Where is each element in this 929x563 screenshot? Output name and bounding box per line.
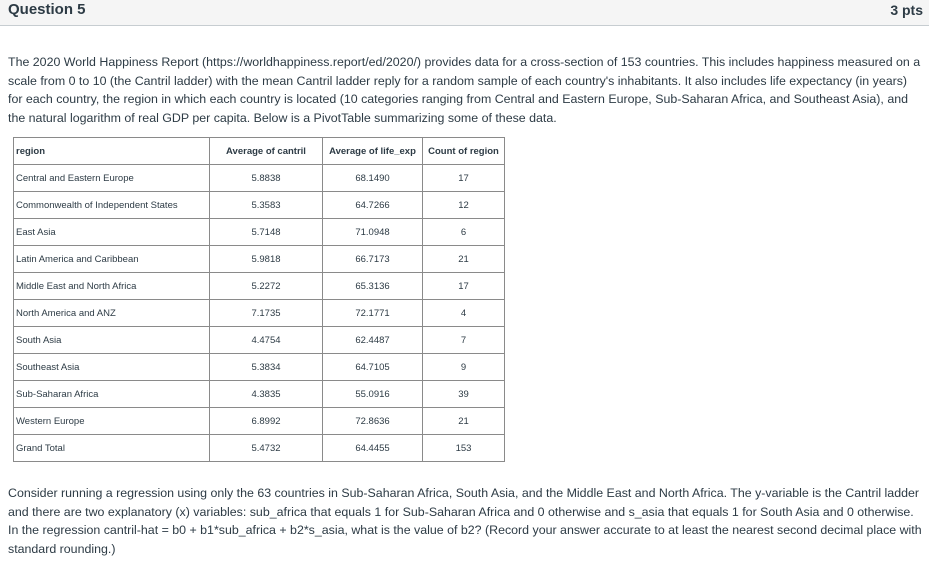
pivot-table xyxy=(13,137,505,462)
table-row xyxy=(14,219,505,246)
cell-avg-life-exp: 72.1771 xyxy=(323,300,423,327)
cell-avg-life-exp: 66.7173 xyxy=(323,246,423,273)
header-avg-cantril: Average of cantril xyxy=(210,138,323,165)
cell-region: Grand Total xyxy=(14,435,210,462)
cell-region: Latin America and Caribbean xyxy=(14,246,210,273)
cell-avg-cantril: 5.3834 xyxy=(210,354,323,381)
cell-region: Sub-Saharan Africa xyxy=(14,381,210,408)
cell-avg-cantril: 5.8838 xyxy=(210,165,323,192)
cell-avg-life-exp: 55.0916 xyxy=(323,381,423,408)
table-row xyxy=(14,246,505,273)
cell-region: South Asia xyxy=(14,327,210,354)
cell-count-region: 17 xyxy=(423,165,505,192)
cell-avg-life-exp: 65.3136 xyxy=(323,273,423,300)
cell-region: Middle East and North Africa xyxy=(14,273,210,300)
cell-avg-life-exp: 64.4455 xyxy=(323,435,423,462)
cell-count-region: 153 xyxy=(423,435,505,462)
table-row xyxy=(14,435,505,462)
table-row xyxy=(14,381,505,408)
header-avg-life-exp: Average of life_exp xyxy=(323,138,423,165)
cell-avg-cantril: 4.3835 xyxy=(210,381,323,408)
header-count-region: Count of region xyxy=(423,138,505,165)
question-header xyxy=(0,0,929,26)
pivot-table-body xyxy=(14,165,505,462)
cell-region: Commonwealth of Independent States xyxy=(14,192,210,219)
table-row xyxy=(14,354,505,381)
cell-avg-cantril: 5.3583 xyxy=(210,192,323,219)
table-row xyxy=(14,300,505,327)
cell-count-region: 9 xyxy=(423,354,505,381)
cell-avg-cantril: 6.8992 xyxy=(210,408,323,435)
table-row xyxy=(14,192,505,219)
cell-count-region: 21 xyxy=(423,246,505,273)
question-title: Question 5 xyxy=(8,1,86,18)
table-row xyxy=(14,165,505,192)
cell-avg-cantril: 7.1735 xyxy=(210,300,323,327)
cell-avg-cantril: 5.4732 xyxy=(210,435,323,462)
cell-avg-life-exp: 72.8636 xyxy=(323,408,423,435)
table-row xyxy=(14,327,505,354)
cell-region: North America and ANZ xyxy=(14,300,210,327)
table-header-row xyxy=(14,138,505,165)
cell-avg-life-exp: 64.7266 xyxy=(323,192,423,219)
cell-region: Western Europe xyxy=(14,408,210,435)
cell-avg-life-exp: 64.7105 xyxy=(323,354,423,381)
cell-count-region: 39 xyxy=(423,381,505,408)
cell-count-region: 7 xyxy=(423,327,505,354)
question-prompt: Consider running a regression using only the 63 countries in Sub-Saharan Africa, South Asia, and the Middle East and North Africa. The y-variable is the Cantril ladder and there are two explanatory (x) variables: sub_africa that equals 1 for Sub-Saharan Africa and 0 otherwise and s_asia that equals 1 for South Asia and 0 otherwise. In the regression cantril-hat = b0 + b1*sub_africa + b2*s_asia, what is the value of b2? (Record your answer accurate to at least the nearest second decimal place with standard rounding.) xyxy=(8,486,922,556)
cell-count-region: 17 xyxy=(423,273,505,300)
cell-region: East Asia xyxy=(14,219,210,246)
table-row xyxy=(14,273,505,300)
table-row xyxy=(14,408,505,435)
cell-avg-cantril: 4.4754 xyxy=(210,327,323,354)
cell-region: Southeast Asia xyxy=(14,354,210,381)
cell-count-region: 12 xyxy=(423,192,505,219)
cell-count-region: 21 xyxy=(423,408,505,435)
cell-avg-cantril: 5.2272 xyxy=(210,273,323,300)
cell-count-region: 4 xyxy=(423,300,505,327)
cell-avg-life-exp: 68.1490 xyxy=(323,165,423,192)
cell-avg-cantril: 5.9818 xyxy=(210,246,323,273)
header-region: region xyxy=(14,138,210,165)
cell-region: Central and Eastern Europe xyxy=(14,165,210,192)
cell-count-region: 6 xyxy=(423,219,505,246)
cell-avg-life-exp: 71.0948 xyxy=(323,219,423,246)
cell-avg-life-exp: 62.4487 xyxy=(323,327,423,354)
question-points: 3 pts xyxy=(890,2,923,18)
question-intro: The 2020 World Happiness Report (https://worldhappiness.report/ed/2020/) provides data for a cross-section of 153 countries. This includes happiness measured on a scale from 0 to 10 (the Cantril ladder) with the mean Cantril ladder reply for a random sample of each country's inhabitants. It also includes life expectancy (in years) for each country, the region in which each country is located (10 categories ranging from Central and Eastern Europe, Sub-Saharan Africa, and Southeast Asia), and the natural logarithm of real GDP per capita. Below is a PivotTable summarizing some of these data. xyxy=(8,55,921,125)
cell-avg-cantril: 5.7148 xyxy=(210,219,323,246)
